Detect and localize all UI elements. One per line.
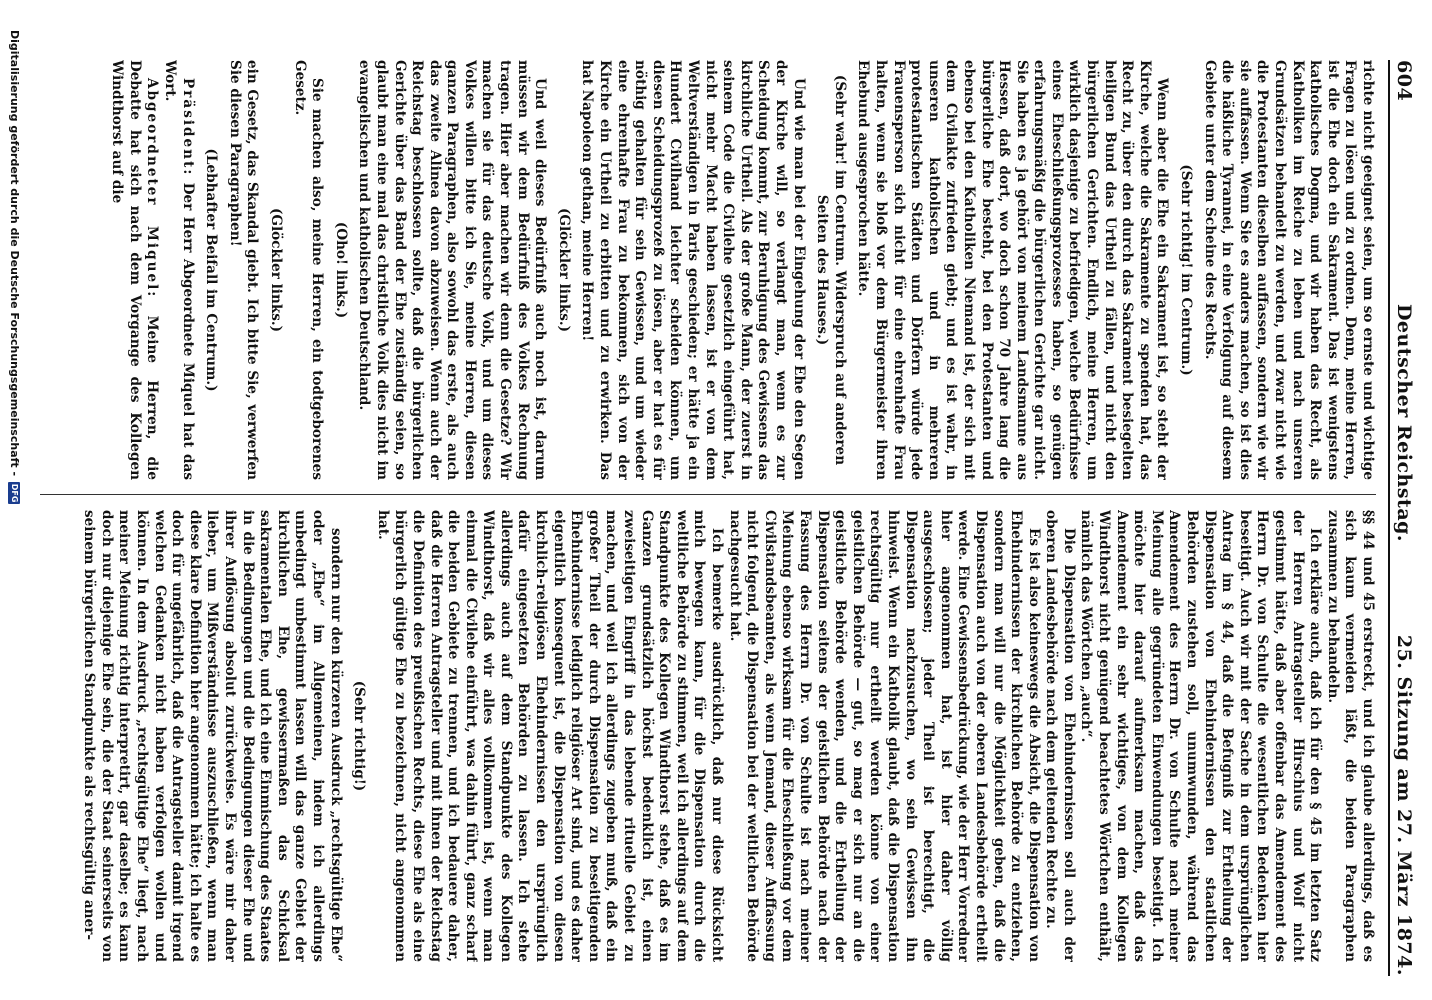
speech-text: Der Herr Abgeordnete Miquel hat das Wort.	[162, 60, 196, 480]
digitization-credit	[8, 0, 21, 1000]
body-paragraph: Und weil dieses Bedürfniß auch noch ist, darum müssen wir dem Bedürfniß des Volkes Rechnung tragen. Hier aber machen wir denn die Gesetze? Wir machen sie für das deutsche Volk, und um dieses Volkes willen bitte ich Sie, meine Herren, diesen ganzen Paragraphen, also sowohl das erste, als auch das zweite Alinea davon abzuweisen. Wenn auch der Reichstag beschlossen sollte, daß die bürgerlichen Gerichte über das Band der Ehe zuständig seien, so glaubt man eine mal das christliche Volk dies nicht im evangelischen und katholischen Deutschland.	[356, 60, 549, 480]
interjection-note: (Oho! links.)	[332, 221, 349, 319]
speech-text: Meine Herren, die Debatte hat sich nach dem Vorgange des Kollegen Windthorst auf die	[109, 60, 161, 480]
body-paragraph: Ich erkläre auch, daß ich für den § 45 im letzten Satz der Herren Antragsteller Hirschius und Wolf nicht gestimmt hätte, daß aber offenbar das Amendement des Herrn Dr. von Schulte die wesentlichen Bedenken hier beseitigt. Auch wir mit der Sache in dem ursprünglichen Antrag im § 44, daß die Befugniß zur Ertheilung der Dispensation von Ehehindernissen den staatlichen Behörden zustehen soll, unumwunden, während das Amendement des Herrn Dr. von Schulte nach meiner Meinung alle gegründeten Einwendungen beseitigt. Ich möchte hier darauf aufmerksam machen, daß das Amendement ein sehr wichtiges, von dem Kollegen Windthorst nicht genügend beachtetes Wörtchen enthält, nämlich das Wörtchen „auch“.	[1078, 510, 1324, 962]
publication-title: Deutscher Reichstag.	[1393, 303, 1415, 543]
session-date: 25. Sitzung am 27. März 1874.	[1393, 634, 1415, 976]
interjection-note: (Sehr richtig!)	[351, 680, 368, 792]
interjection-note: (Lebhafter Beifall im Centrum.)	[203, 148, 220, 392]
body-paragraph: Die Dispensation von Ehehindernissen soll auch der oberen Landesbehörde nach dem geltenden Rechte zu.	[1043, 510, 1077, 962]
body-paragraph: Und wie man bei der Eingehung der Ehe den Segen der Kirche will, so verlangt man, wenn es zur Scheidung kommt, zur Beruhigung des Gewissens das kirchliche Urtheil. Als der große Mann, der zuerst in seinem Code die Civilehe gesetzlich eingeführt hat, nicht mehr Macht haben lassen, ist er von dem Weltverständigen in Paris geschieden; er hätte ja ein Hundert Civilhand leichter scheiden können, um diesen Scheidungsprozeß zu lösen, aber er hat es für nöthig gehalten für sein Gewissen, und um wieder eine ehrenhafte Frau zu bekommen, sich von der Kirche ein Urtheil zu erbitten und zu erwirken. Das hat Napoleon gethan, meine Herren!	[579, 60, 807, 480]
interjection-note: (Glöckler links.)	[267, 207, 284, 333]
body-paragraph: Sie machen also, meine Herren, ein todtgeborenes Gesetz.	[291, 60, 326, 480]
page-header	[1388, 60, 1418, 976]
body-paragraph: Ich bemerke ausdrücklich, daß nur diese Rücksicht mich bewegen kann, für die Dispensation durch die weltliche Behörde zu stimmen, weil ich allerdings auf dem Standpunkte des Kollegen Windthorst stehe, daß es im Ganzen grundsätzlich höchst bedenklich ist, einen zweiseitigen Eingriff in das lebende rituelle Gebiet zu machen, und weil ich allerdings zugeben muß, daß ein großer Theil der durch Dispensation zu beseitigenden Ehehindernisse lediglich religiöser Art sind, und es daher eigentlich konsequent ist, die Dispensation von diesen kirchlich-religiösen Ehehindernissen den ursprünglich dafür eingesetzten Behörden zu lassen. Ich stehe allerdings auch auf dem Standpunkte des Kollegen Windthorst, daß wir alles vollkommen ist, wenn man einmal die Civilehe einführt, was dahin führt, ganz scharf die beiden Gebiete zu trennen, und ich bedauere daher, daß die Herren Antragsteller und mit ihnen der Reichstag die Definition des preußischen Rechts, diese Ehe als eine bürgerlich gültige Ehe zu bezeichnen, nicht angenommen hat.	[374, 510, 726, 962]
body-paragraph: richte nicht geeignet seien, um so ernste und wichtige Fragen zu lösen und zu ordnen. Denn, meine Herren, ist die Ehe doch ein Sakrament. Das ist wenigstens katholisches Dogma, und wir haben das Recht, als Katholiken im Reiche zu leben und nach unseren Grundsätzen behandelt zu werden, und zwar nicht wie die Protestanten dieselben auffassen, sondern wie wir sie auffassen. Wenn Sie es anders machen, so ist dies die häßliche Tyrannei, in eine Verfolgung auf diesem Gebiete unter dem Scheine des Rechts.	[1201, 60, 1376, 480]
speech-paragraph	[108, 60, 161, 480]
body-paragraph: ein Gesetz, das Skandal giebt. Ich bitte Sie, verwerfen Sie diesen Paragraphen!	[226, 60, 261, 480]
body-paragraph: Es ist also keineswegs die Absicht, die Dispensation von Ehehindernissen der kirchlichen Behörde zu entziehen, sondern man will nur die Möglichkeit geben, daß die Dispensation auch von der oberen Landesbehörde ertheilt werde. Eine Gewissensbedrückung, wie der Herr Vorredner hier angenommen hat, ist hier daher völlig ausgeschlossen; jeder Theil ist berechtigt, die Dispensation nachzusuchen, wo sein Gewissen ihn hinweist. Wenn ein Katholik glaubt, daß die Dispensation rechtsgültig nur ertheilt werden könne von einer geistlichen Behörde — gut, so mag er sich nur an die geistliche Behörde wenden, und die Ertheilung der Dispensation seitens der geistlichen Behörde nach der Fassung des Herrn Dr. von Schulte ist nach meiner Meinung ebenso wirksam für die Eheschließung vor dem Civilstandsbeamten, als wenn Jemand, dieser Auffassung nicht folgend, die Dispensation bei der weltlichen Behörde nachgesucht hat.	[726, 510, 1042, 962]
interjection-note: (Sehr richtig! im Centrum.)	[1178, 164, 1195, 376]
interjection-note: (Glöckler links.)	[555, 207, 572, 333]
dfg-logo: DFG	[10, 483, 20, 503]
page-number: 604	[1393, 60, 1415, 102]
left-column	[40, 60, 1376, 480]
speech-paragraph	[160, 60, 195, 480]
speaker-name: Abgeordneter Miquel:	[144, 78, 161, 299]
body-paragraph: §§ 44 und 45 erstreckt, und ich glaube allerdings, daß es sich kaum vermeiden läßt, die beiden Paragraphen zusammen zu behandeln.	[1324, 510, 1376, 962]
body-paragraph: Wenn aber die Ehe ein Sakrament ist, so steht der Kirche, welche die Sakramente zu spenden hat, das Recht zu, über den durch das Sakrament besiegelten heiligen Bund das Urtheil zu fällen, und nicht den bürgerlichen Gerichten. Endlich, meine Herren, um wirklich dasjenige zu befriedigen, welche Bedürfnisse eines Eheschließungsprozesses haben, so genügen erfahrungsmäßig die bürgerlichen Gerichte gar nicht. Sie haben es ja gehört von meinem Landsmanne aus Hessen, daß dort, wo doch schon 70 Jahre lang die bürgerliche Ehe besteht, bei den Protestanten und ebenso bei den Katholiken Niemand ist, der sich mit dem Civilakte zufrieden giebt; und es ist wahr, in unseren katholischen und in mehreren protestantischen Städten und Dörfern würde jede Frauensperson sich nicht für eine ehrenhafte Frau halten, wenn sie bloß vor dem Bürgermeister ihren Ehebund ausgesprochen hätte.	[855, 60, 1171, 480]
credit-text: Digitalisierung gefördert durch die Deutsche Forschungsgemeinschaft -	[8, 30, 21, 477]
right-column	[40, 510, 1376, 962]
speaker-name: Präsident:	[179, 78, 196, 177]
body-paragraph: sondern nur den kürzeren Ausdruck „rechtsgültige Ehe“ oder „Ehe“ im Allgemeinen, indem ich allerdings unbedingt unbestimmt lassen will das ganze Gebiet der kirchlichen Ehe, gewissermaßen das Schicksal sakramentalen Ehe, und ich eine Einmischung des Staates in die Bedingungen und die Bedingungen dieser Ehe und ihrer Auflösung absolut zurückweise. Es wäre mir daher lieber, um Mißverständnisse auszuschließen, wenn man diese klare Definition hier angenommen hätte; ich halte es doch für ungefährlich, daß die Antragsteller damit irgend welchen Gedanken nicht haben verfolgen wollen und können. In dem Ausdruck „rechtsgültige Ehe“ liegt, nach meiner Meinung richtig interpretirt, gar daselbe; es kann doch nur diejenige Ehe sein, die der Staat seinerseits von seinem bürgerlichen Standpunkte als rechtsgültig aner-	[81, 510, 344, 962]
interjection-note: (Sehr wahr! im Centrum. Widerspruch auf anderen Seiten des Hauses.)	[814, 74, 848, 466]
column-divider	[40, 494, 1376, 495]
